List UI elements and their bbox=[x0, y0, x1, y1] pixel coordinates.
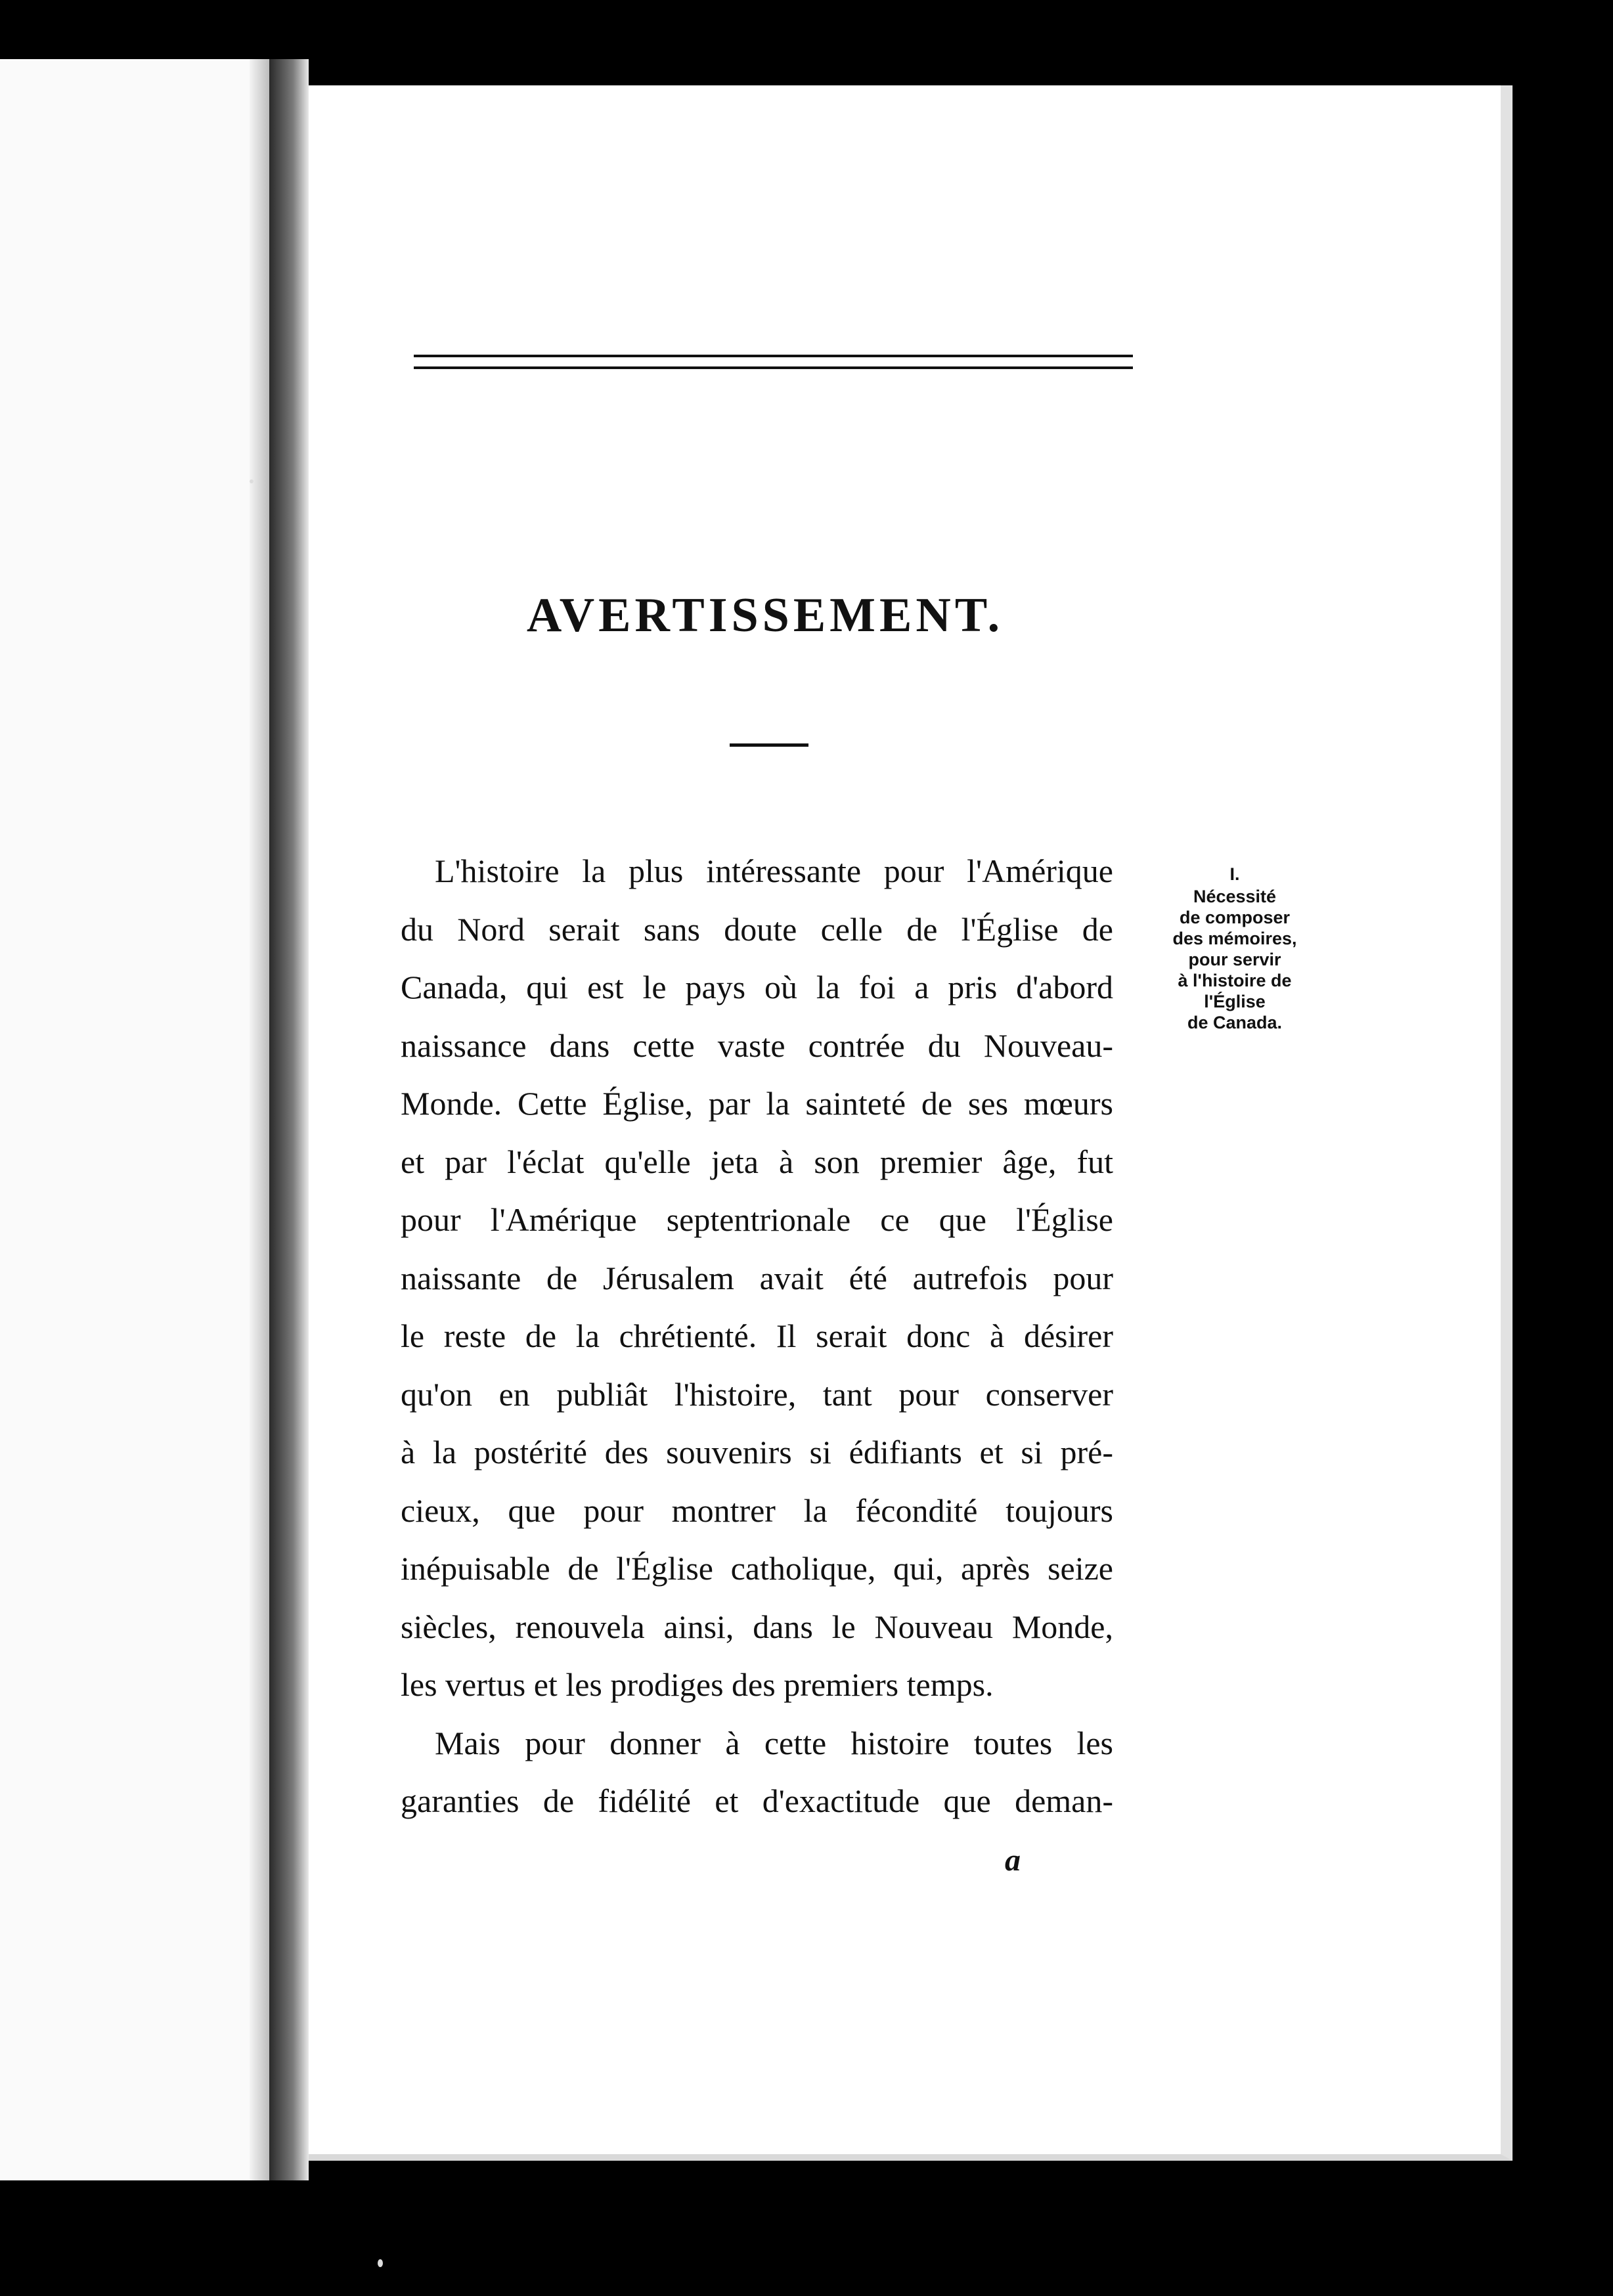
text-line: Mais pour donner à cette histoire toutes les bbox=[435, 1724, 1113, 1761]
signature-mark: a bbox=[1005, 1843, 1021, 1878]
text-line: garanties de fidélité et d'exactitude que deman- bbox=[401, 1782, 1113, 1819]
text-line: siècles, renouvela ainsi, dans le Nouveau Monde, bbox=[401, 1608, 1113, 1645]
text-line: pour l'Amérique septentrionale ce que l'Église bbox=[401, 1201, 1113, 1238]
text-line: naissante de Jérusalem avait été autrefois pour bbox=[401, 1259, 1113, 1296]
marginal-note bbox=[1139, 864, 1330, 1033]
marginal-note-line: à l'histoire de bbox=[1178, 971, 1292, 990]
text-line: cieux, que pour montrer la fécondité toujours bbox=[401, 1491, 1113, 1529]
text-line: L'histoire la plus intéressante pour l'Amérique bbox=[435, 852, 1113, 889]
body-paragraphs bbox=[401, 842, 1113, 1830]
title-separator-rule bbox=[730, 743, 808, 747]
facing-page bbox=[0, 59, 276, 2180]
text-line: les vertus et les prodiges des premiers temps. bbox=[401, 1666, 994, 1703]
marginal-note-line: de composer bbox=[1179, 908, 1291, 927]
text-line: qu'on en publiât l'histoire, tant pour conserver bbox=[401, 1375, 1113, 1413]
marginal-note-line: des mémoires, bbox=[1172, 929, 1297, 948]
text-line: naissance dans cette vaste contrée du Nouveau- bbox=[401, 1027, 1113, 1064]
marginal-note-number: I. bbox=[1229, 864, 1240, 884]
marginal-note-line: de Canada. bbox=[1187, 1013, 1283, 1032]
marginal-note-line: pour servir bbox=[1188, 950, 1281, 969]
scan-speck bbox=[378, 2259, 383, 2267]
header-double-rule bbox=[414, 355, 1133, 369]
text-line: le reste de la chrétienté. Il serait donc à désirer bbox=[401, 1317, 1113, 1354]
text-line: et par l'éclat qu'elle jeta à son premier âge, fut bbox=[401, 1143, 1113, 1180]
scan-speck bbox=[250, 479, 254, 483]
text-line: inépuisable de l'Église catholique, qui, après seize bbox=[401, 1550, 1113, 1587]
marginal-note-line: Nécessité bbox=[1193, 887, 1277, 906]
text-line: à la postérité des souvenirs si édifiants et si pré- bbox=[401, 1434, 1113, 1470]
book-page bbox=[309, 85, 1513, 2161]
text-line: Monde. Cette Église, par la sainteté de ses mœurs bbox=[401, 1085, 1113, 1122]
marginal-note-line: l'Église bbox=[1204, 992, 1266, 1011]
page-fold-shadow bbox=[250, 59, 269, 2180]
book-spine-shadow bbox=[269, 59, 309, 2180]
text-line: Canada, qui est le pays où la foi a pris d'abord bbox=[401, 969, 1113, 1005]
page-title: AVERTISSEMENT. bbox=[526, 588, 1004, 642]
text-line: du Nord serait sans doute celle de l'Église de bbox=[401, 910, 1113, 948]
